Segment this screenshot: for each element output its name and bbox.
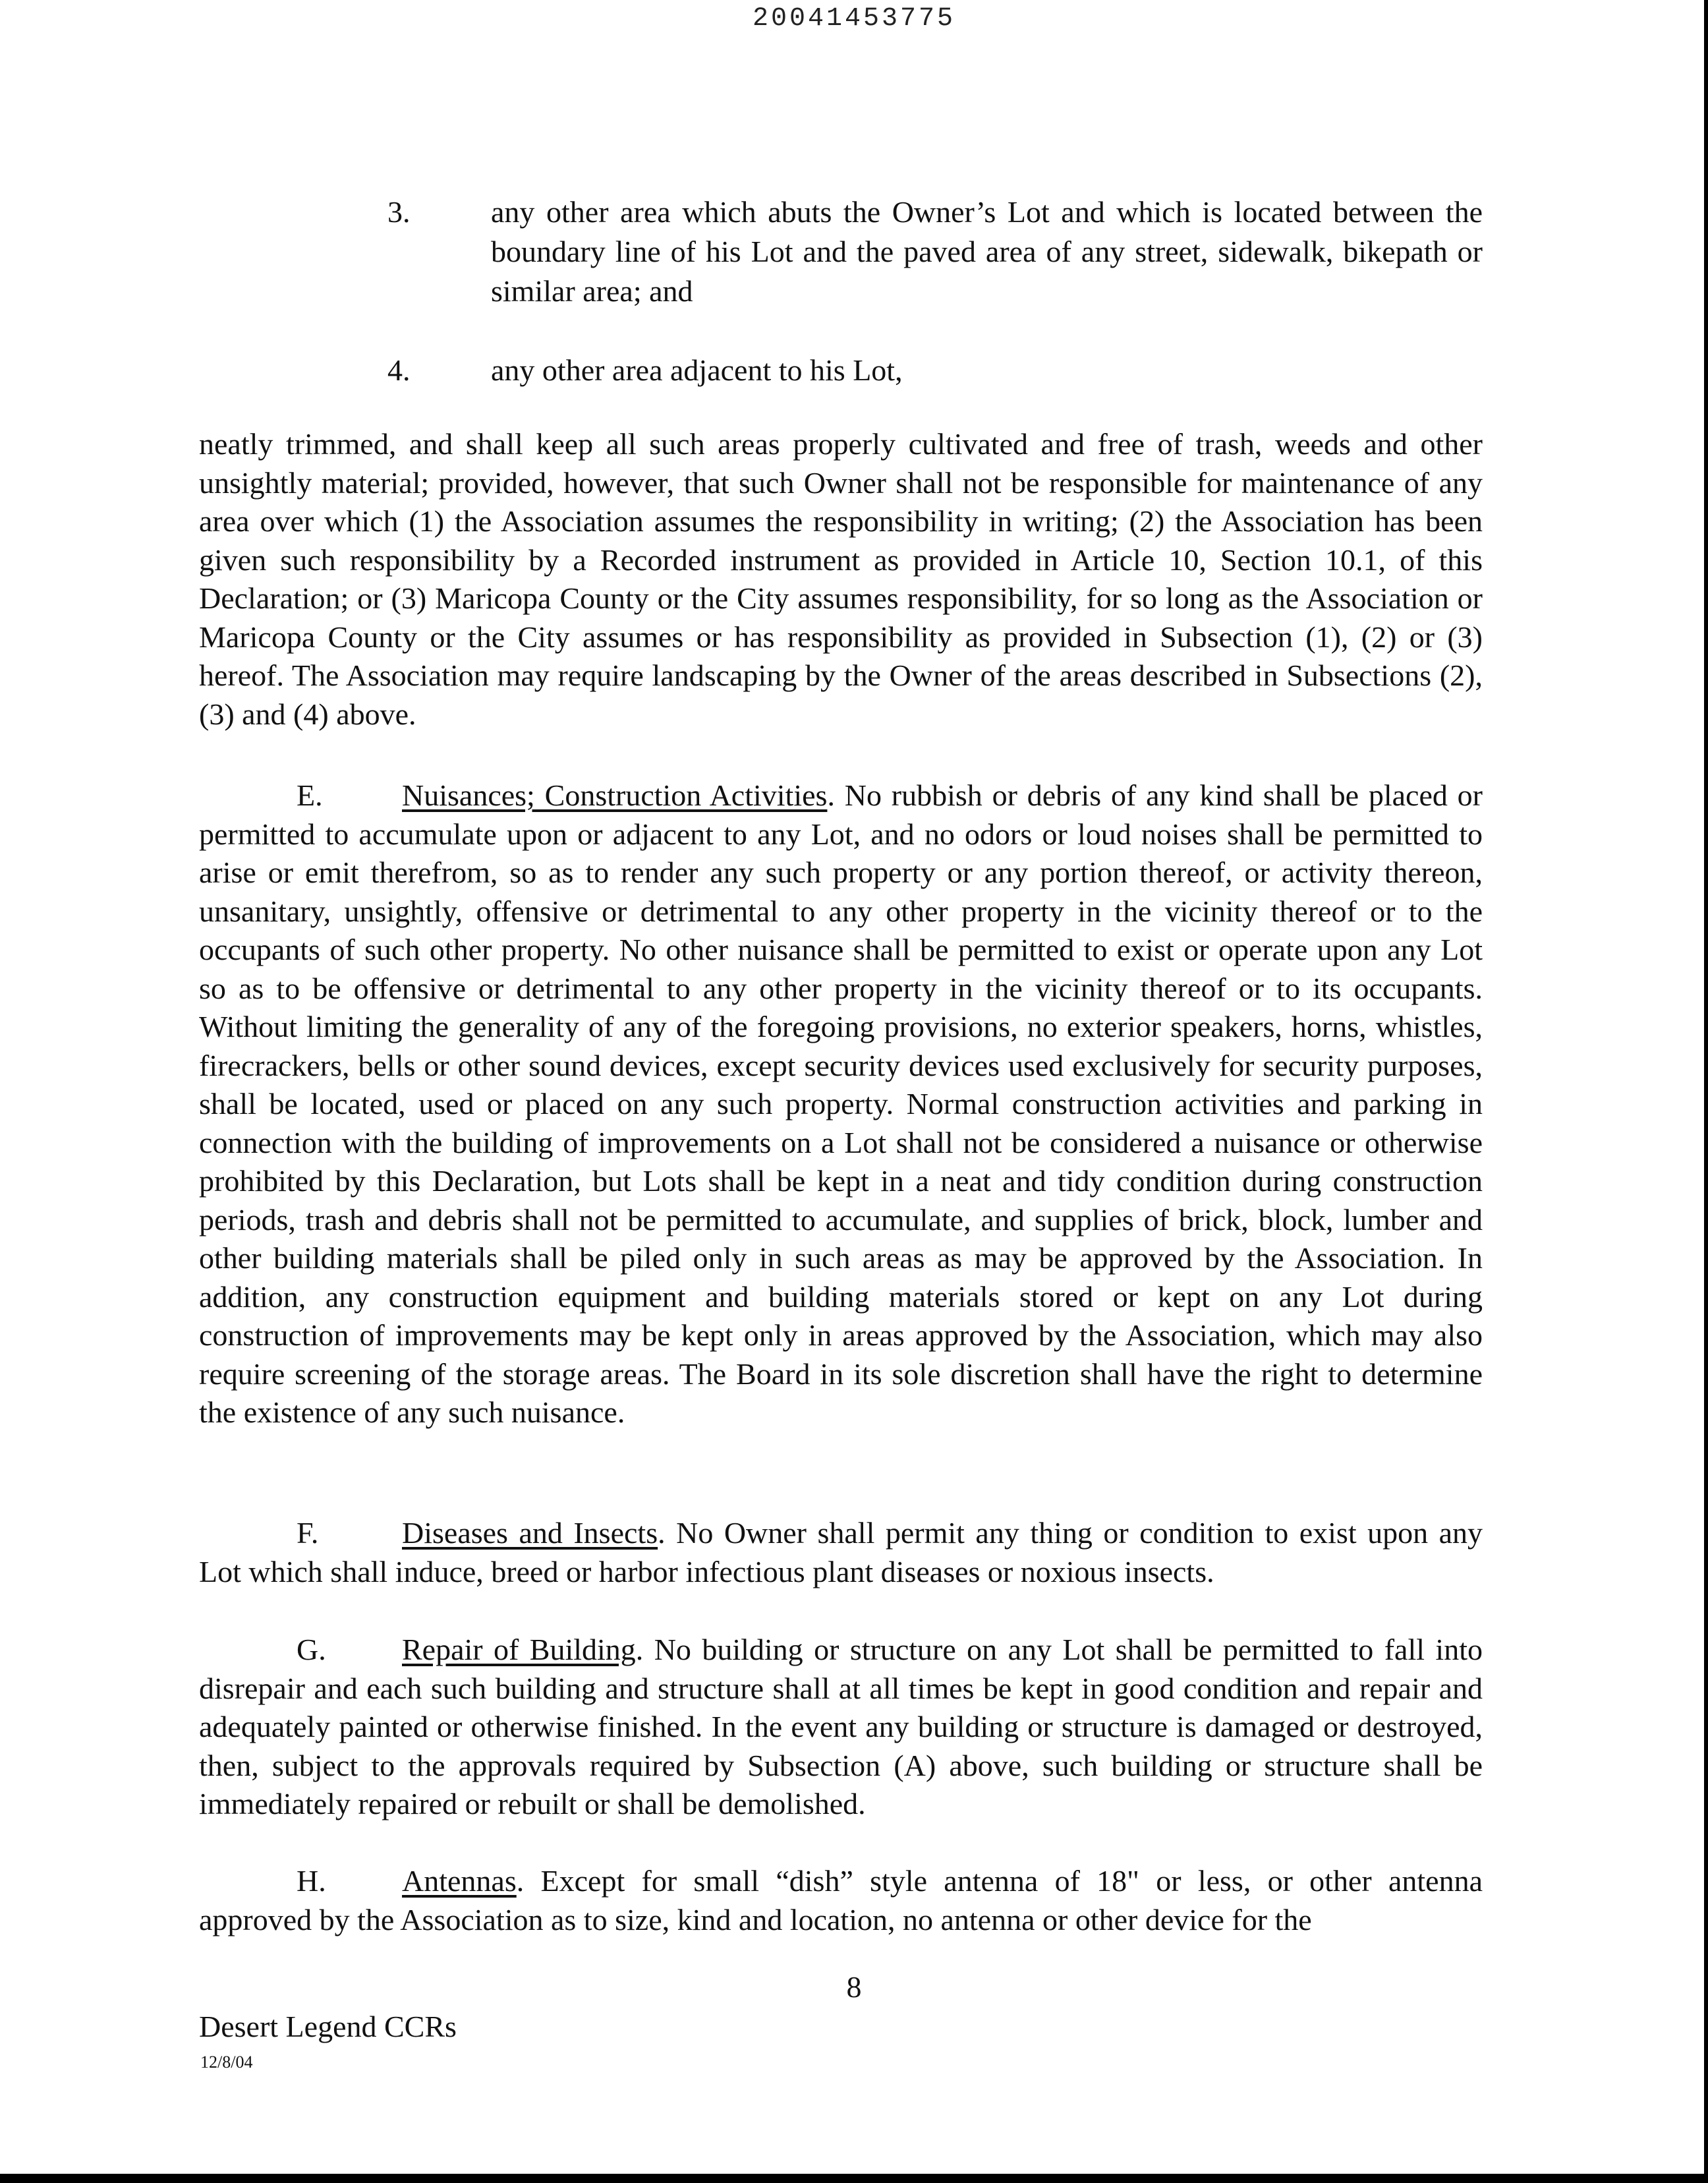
- document-number: 20041453775: [752, 4, 956, 34]
- section-letter: E.: [297, 778, 323, 812]
- section-letter: H.: [297, 1864, 326, 1898]
- section-text: . No building or structure on any Lot shall be permitted to fall into disrepair and each such building and structure shall at all times be kept in good condition and repair and adequately painted or otherwise finished. In the event any building or structure is damaged or destroyed, then, subject to the approvals required by Subsection (A) above, such building or structure shall be immediately repaired or rebuilt or shall be demolished.: [199, 1633, 1483, 1820]
- list-item-3: [389, 192, 1483, 311]
- page-number: 8: [846, 1970, 862, 2004]
- scan-edge-bottom: [0, 2174, 1708, 2183]
- scan-edge-right: [1704, 0, 1708, 2183]
- section-e: [199, 776, 1483, 1432]
- section-title: Diseases and Insects: [402, 1516, 658, 1550]
- section-h: [199, 1862, 1483, 1939]
- section-text: . No rubbish or debris of any kind shall be placed or permitted to accumulate upon or adjacent to any Lot, and no odors or loud noises shall be permitted to arise or emit therefrom, so as to render any such property or any portion thereof, or activity thereon, unsanitary, unsightly, offensive or detrimental to any other property in the vicinity thereof or to the occupants of such other property. No other nuisance shall be permitted to exist or operate upon any Lot so as to be offensive or detrimental to any other property in the vicinity thereof or to its occupants. Without limiting the generality of any of the foregoing provisions, no exterior speakers, horns, whistles, firecrackers, bells or other sound devices, except security devices used exclusively for security purposes, shall be located, used or placed on any such property. Normal construction activities and parking in connection with the building of improvements on a Lot shall not be considered a nuisance or otherwise prohibited by this Declaration, but Lots shall be kept in a neat and tidy condition during construction periods, trash and debris shall not be permitted to accumulate, and supplies of brick, block, lumber and other building materials shall be piled only in such areas as may be approved by the Association. In addition, any construction equipment and building materials stored or kept on any Lot during construction of improvements may be kept only in areas approved by the Association, which may also require screening of the storage areas. The Board in its sole discretion shall have the right to determine the existence of any such nuisance.: [199, 778, 1483, 1429]
- section-letter: F.: [297, 1516, 319, 1550]
- footer-title: Desert Legend CCRs: [199, 2010, 457, 2043]
- continuation-paragraph: neatly trimmed, and shall keep all such areas properly cultivated and free of trash, weeds and other unsightly material; provided, however, that such Owner shall not be responsible for maintenance of any area over which (1) the Association assumes the responsibility in writing; (2) the Association has been given such responsibility by a Recorded instrument as provided in Article 10, Section 10.1, of this Declaration; or (3) Maricopa County or the City assumes responsibility, for so long as the Association or Maricopa County or the City assumes or has responsibility as provided in Subsection (1), (2) or (3) hereof. The Association may require landscaping by the Owner of the areas described in Subsections (2), (3) and (4) above.: [199, 427, 1483, 731]
- list-number: 3.: [387, 195, 411, 229]
- section-letter: G.: [297, 1633, 326, 1666]
- list-number: 4.: [387, 353, 411, 387]
- section-g: [199, 1631, 1483, 1824]
- section-text: . No Owner shall permit any thing or condition to exist upon any Lot which shall induce, breed or harbor infectious plant diseases or noxious insects.: [199, 1516, 1483, 1588]
- list-text: any other area which abuts the Owner’s Lot and which is located between the boundary line of his Lot and the paved area of any street, sidewalk, bikepath or similar area; and: [491, 195, 1483, 308]
- section-title: Nuisances; Construction Activities: [402, 778, 828, 812]
- section-title: Antennas: [402, 1864, 517, 1898]
- section-text: . Except for small “dish” style antenna of 18" or less, or other antenna approved by the Association as to size, kind and location, no antenna or other device for the: [199, 1864, 1483, 1936]
- list-item-4: [389, 351, 1483, 390]
- section-f: [199, 1514, 1483, 1591]
- footer-date: 12/8/04: [200, 2052, 253, 2072]
- list-text: any other area adjacent to his Lot,: [491, 353, 903, 387]
- section-title: Repair of Building: [402, 1633, 636, 1666]
